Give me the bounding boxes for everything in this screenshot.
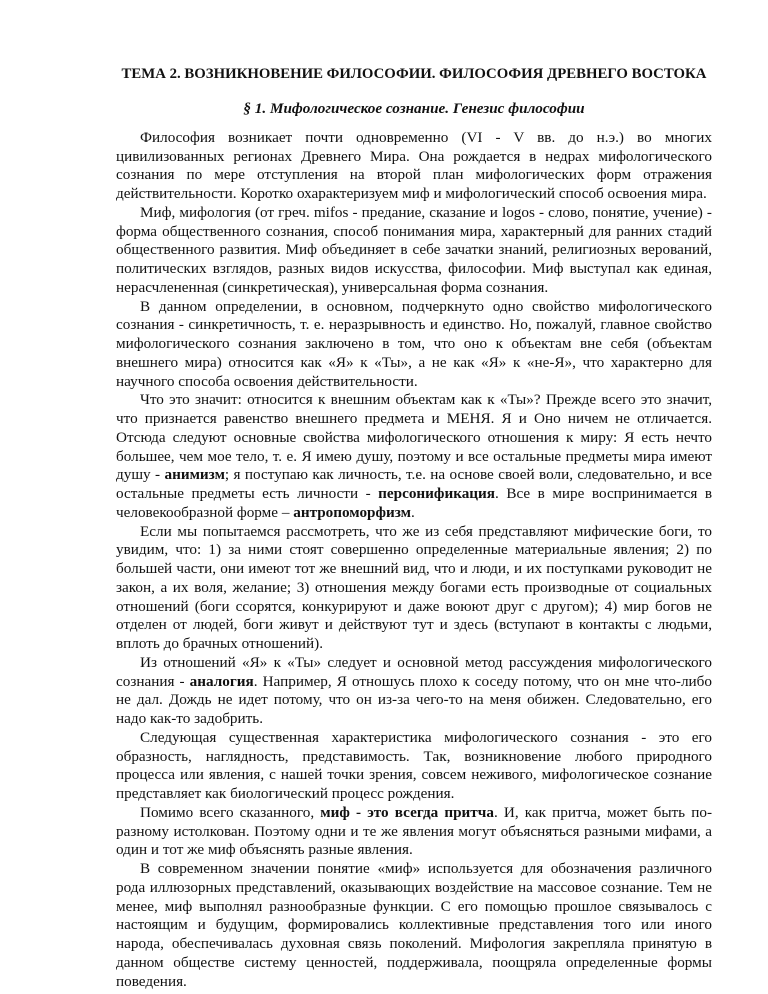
paragraph: В данном определении, в основном, подчеркнуто одно свойство мифологического сознания - синкретичность, т. е. неразрывность и единство. Но, пожалуй, главное свойство мифологического сознания заключено в том, что оно к объектам вне себя (объектам внешнего мира) относится как «Я» к «Ты», а не как «Я» к «не-Я», что характерно для научного способа освоения действительности.: [116, 297, 712, 390]
paragraph: Если мы попытаемся рассмотреть, что же из себя представляют мифические боги, то увидим, что: 1) за ними стоят совершенно определенные материальные явления; 2) по большей части, они имеют тот же внешний вид, что и люди, и их поступками руководит не закон, а их воля, желание; 3) отношения между богами есть производные от социальных отношений (боги ссорятся, конкурируют и даже воюют друг с другом); 4) мир богов не отделен от людей, боги живут и действуют тут и здесь (вступают в контакты с людьми, вплоть до брачных отношений).: [116, 522, 712, 652]
paragraph: Следующая существенная характеристика мифологического сознания - это его образность, наглядность, представимость. Так, возникновение любого природного процесса или явления, с нашей точки зрения, совсем неживого, мифологическое сознание представляет как биологический процесс рождения.: [116, 728, 712, 802]
text-run: . И, как притча, может быть по-разному истолкован. Поэтому одни и те же явления могут объясняться разными мифами, а один и тот же миф объяснять разные явления.: [116, 803, 713, 859]
section-subtitle: § 1. Мифологическое сознание. Генезис философии: [243, 100, 585, 117]
paragraph: [116, 804, 712, 860]
paragraph: Миф, мифология (от греч. mifos - предание, сказание и logos - слово, понятие, учение) - форма общественного сознания, способ понимания мира, характерный для ранних стадий общественного развития. Миф объединяет в себе зачатки знаний, религиозных верований, политических взглядов, разных видов искусства, философии. Миф выступал как единая, нерасчлененная (синкретическая), универсальная форма сознания.: [116, 203, 712, 296]
text-run: .: [410, 503, 415, 521]
text-run: . Например, Я отношусь плохо к соседу потому, что он мне что-либо не дал. Дождь не идет потому, что он из-за чего-то на меня обижен. Следовательно, его надо как-то задобрить.: [116, 672, 712, 727]
text-run: Из отношений «Я» к «Ты» следует и основной метод рассуждения мифологического сознания -: [116, 653, 712, 690]
term-parable: миф - это всегда притча: [320, 803, 494, 821]
term-personification: персонификация: [378, 485, 496, 502]
term-animism: анимизм: [164, 466, 225, 484]
paragraph: Философия возникает почти одновременно (VI - V вв. до н.э.) во многих цивилизованных регионах Древнего Мира. Она рождается в недрах мифологического сознания по мере отступления на второй план мифологических форм отражения действительности. Коротко охарактеризуем миф и мифологический способ освоения мира.: [116, 128, 712, 202]
text-run: ; я поступаю как личность, т.е. на основе своей воли, следовательно, и все остальные предметы есть личности -: [116, 466, 713, 502]
term-anthropomorphism: антропоморфизм: [293, 503, 411, 521]
text-run: Что это значит: относится к внешним объектам как к «Ты»? Прежде всего это значит, что признается равенство внешнего предмета и МЕНЯ. Я и Оно ничем не отличается. Отсюда следуют основные свойства мифологического отношения к миру: Я есть нечто большее, чем мое тело, т. е. Я имею душу, поэтому и все остальные предметы мира имеют душу -: [116, 391, 712, 484]
text-run: Помимо всего сказанного,: [140, 803, 321, 821]
paragraph: В современном значении понятие «миф» используется для обозначения различного рода иллюзорных представлений, оказывающих воздействие на массовое сознание. Тем не менее, миф выполнял разнообразные функции. С его помощью прошлое связывалось с настоящим и будущим, формировались коллективные представления того или иного народа, обеспечивалась духовная связь поколений. Мифология закрепляла принятую в данном обществе систему ценностей, поддерживала, поощряла определенные формы поведения.: [116, 860, 712, 990]
paragraph: [116, 391, 712, 522]
document-body: [116, 56, 712, 991]
paragraph: [116, 654, 712, 729]
text-run: . Все в мире воспринимается в человекообразной форме –: [116, 485, 713, 521]
chapter-title: ТЕМА 2. ВОЗНИКНОВЕНИЕ ФИЛОСОФИИ. ФИЛОСОФИЯ ДРЕВНЕГО ВОСТОКА: [121, 66, 707, 82]
term-analogy: аналогия: [189, 672, 254, 690]
